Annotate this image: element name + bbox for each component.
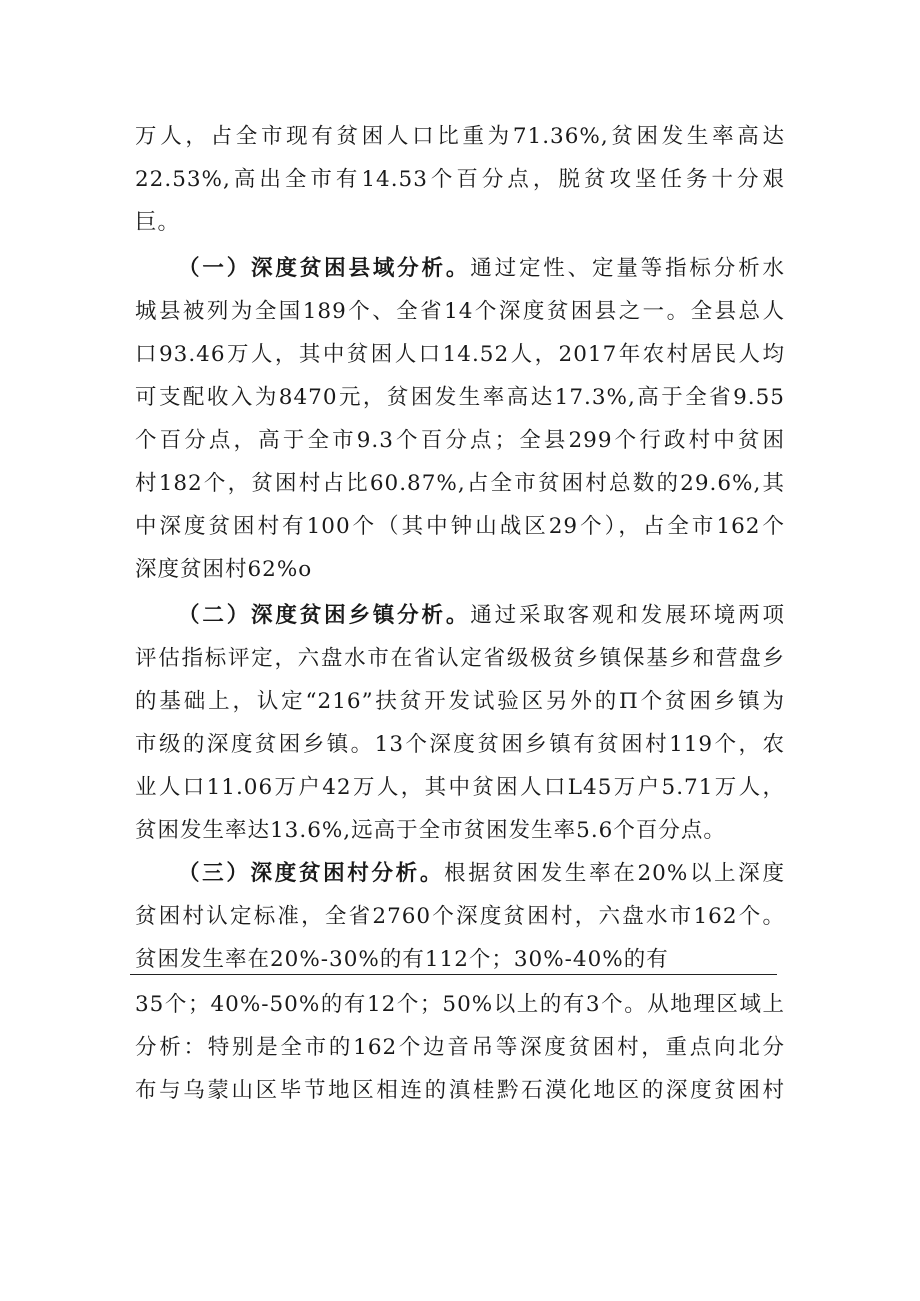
- text-line: 的基础上，认定“216”扶贫开发试验区另外的Π个贫困乡镇为: [135, 689, 785, 714]
- text-line: 个百分点，高于全市9.3个百分点；全县299个行政村中贫困: [135, 428, 785, 453]
- text-line: 城县被列为全国189个、全省14个深度贫困县之一。全县总人: [135, 299, 785, 324]
- text-line: 可支配收入为8470元，贫困发生率高达17.3%,高于全省9.55: [135, 385, 785, 410]
- section-heading: （一）深度贫困县域分析。: [178, 256, 471, 281]
- section-2-first-line: [178, 601, 785, 631]
- text-run: 通过定性、定量等指标分析水: [470, 256, 785, 281]
- text-line: 巨。: [135, 210, 181, 235]
- text-line: 贫困发生率达13.6%,远高于全市贫困发生率5.6个百分点。: [135, 818, 726, 843]
- text-line: 万人，占全市现有贫困人口比重为71.36%,贫困发生率高达: [135, 124, 785, 149]
- text-line: 口93.46万人，其中贫困人口14.52人，2017年农村居民人均: [135, 342, 785, 367]
- text-line: 贫困村认定标准，全省2760个深度贫困村，六盘水市162个。: [135, 904, 785, 929]
- text-line: 业人口11.06万户42万人，其中贫困人口L45万户5.71万人，: [135, 775, 785, 800]
- text-run: 通过采取客观和发展环境两项: [470, 603, 785, 628]
- text-line: 深度贫困村62%o: [135, 557, 313, 582]
- text-line: 分析：特别是全市的162个边音吊等深度贫困村，重点向北分: [135, 1035, 785, 1060]
- text-line: 贫困发生率在20%-30%的有112个；30%-40%的有: [135, 947, 669, 972]
- text-line: 村182个，贫困村占比60.87%,占全市贫困村总数的29.6%,其: [135, 471, 785, 496]
- text-line: 35个；40%-50%的有12个；50%以上的有3个。从地理区域上: [135, 992, 785, 1017]
- horizontal-rule: [130, 974, 777, 975]
- text-run: 根据贫困发生率在20%以上深度: [444, 861, 785, 886]
- section-heading: （三）深度贫困村分析。: [178, 861, 445, 886]
- text-line: 22.53%,高出全市有14.53个百分点，脱贫攻坚任务十分艰: [135, 167, 785, 192]
- text-line: 评估指标评定，六盘水市在省认定省级极贫乡镇保基乡和营盘乡: [135, 646, 785, 671]
- text-line: 布与乌蒙山区毕节地区相连的滇桂黔石漠化地区的深度贫困村: [135, 1078, 785, 1103]
- text-line: 市级的深度贫困乡镇。13个深度贫困乡镇有贫困村119个，农: [135, 732, 785, 757]
- section-heading: （二）深度贫困乡镇分析。: [178, 603, 471, 628]
- section-3-first-line: [178, 859, 785, 889]
- section-1-first-line: [178, 254, 785, 284]
- text-line: 中深度贫困村有100个（其中钟山战区29个），占全市162个: [135, 514, 785, 539]
